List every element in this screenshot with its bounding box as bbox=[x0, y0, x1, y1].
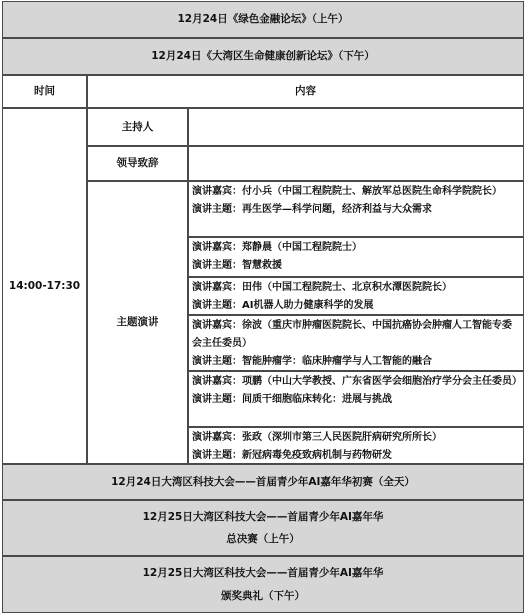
talk-speaker: 演讲嘉宾：项鹏（中山大学教授、广东省医学会细胞治疗学分会主任委员） bbox=[192, 376, 522, 387]
talk-topic: 演讲主题：再生医学—科学问题，经济利益与大众需求 bbox=[192, 204, 432, 215]
leader-speech-value bbox=[188, 146, 524, 181]
host-label: 主持人 bbox=[87, 108, 188, 146]
talk-topic: 演讲主题：间质干细胞临床转化：进展与挑战 bbox=[192, 394, 392, 405]
session-ai-prelim: 12月24日大湾区科技大会——首届青少年AI嘉年华初赛（全天） bbox=[2, 464, 524, 500]
talk-topic: 演讲主题：智能肿瘤学：临床肿瘤学与人工智能的融合 bbox=[192, 356, 432, 367]
header-content: 内容 bbox=[87, 75, 524, 108]
talk-item bbox=[188, 427, 524, 464]
talk-topic: 演讲主题：AI机器人助力健康科学的发展 bbox=[192, 300, 374, 311]
session-ai-final bbox=[2, 500, 524, 556]
talk-speaker: 演讲嘉宾：付小兵（中国工程院院士、解放军总医院生命科学院院长） bbox=[192, 186, 502, 197]
talk-item bbox=[188, 277, 524, 315]
talk-topic: 演讲主题：智慧救援 bbox=[192, 260, 282, 271]
host-value bbox=[188, 108, 524, 146]
talk-item bbox=[188, 315, 524, 371]
session-ai-final-title: 12月25日大湾区科技大会——首届青少年AI嘉年华 bbox=[142, 510, 384, 523]
leader-speech-label: 领导致辞 bbox=[87, 146, 188, 181]
session-ai-award-title: 12月25日大湾区科技大会——首届青少年AI嘉年华 bbox=[142, 567, 384, 580]
talk-topic: 演讲主题：新冠病毒免疫致病机制与药物研发 bbox=[192, 450, 392, 461]
talk-item bbox=[188, 371, 524, 427]
talk-item bbox=[188, 237, 524, 277]
talk-speaker: 演讲嘉宾：张政（深圳市第三人民医院肝病研究所所长） bbox=[192, 432, 442, 443]
keynote-label: 主题演讲 bbox=[87, 181, 188, 464]
header-time: 时间 bbox=[2, 75, 87, 108]
talk-speaker: 演讲嘉宾：郑静晨（中国工程院院士） bbox=[192, 242, 362, 253]
session-ai-award-subtitle: 颁奖典礼（下午） bbox=[221, 589, 305, 602]
session-ai-final-subtitle: 总决赛（上午） bbox=[226, 533, 300, 545]
agenda-table bbox=[2, 1, 524, 613]
session-ai-award bbox=[2, 556, 524, 613]
session-green-finance: 12月24日《绿色金融论坛》（上午） bbox=[2, 1, 524, 38]
session-health-forum: 12月24日《大湾区生命健康创新论坛》（下午） bbox=[2, 38, 524, 75]
talk-speaker: 演讲嘉宾：田伟（中国工程院院士、北京积水潭医院院长） bbox=[192, 282, 452, 293]
talk-item bbox=[188, 181, 524, 237]
time-slot: 14:00-17:30 bbox=[2, 108, 87, 464]
talk-speaker: 演讲嘉宾：徐波（重庆市肿瘤医院院长、中国抗癌协会肿瘤人工智能专委会主任委员） bbox=[192, 320, 512, 349]
